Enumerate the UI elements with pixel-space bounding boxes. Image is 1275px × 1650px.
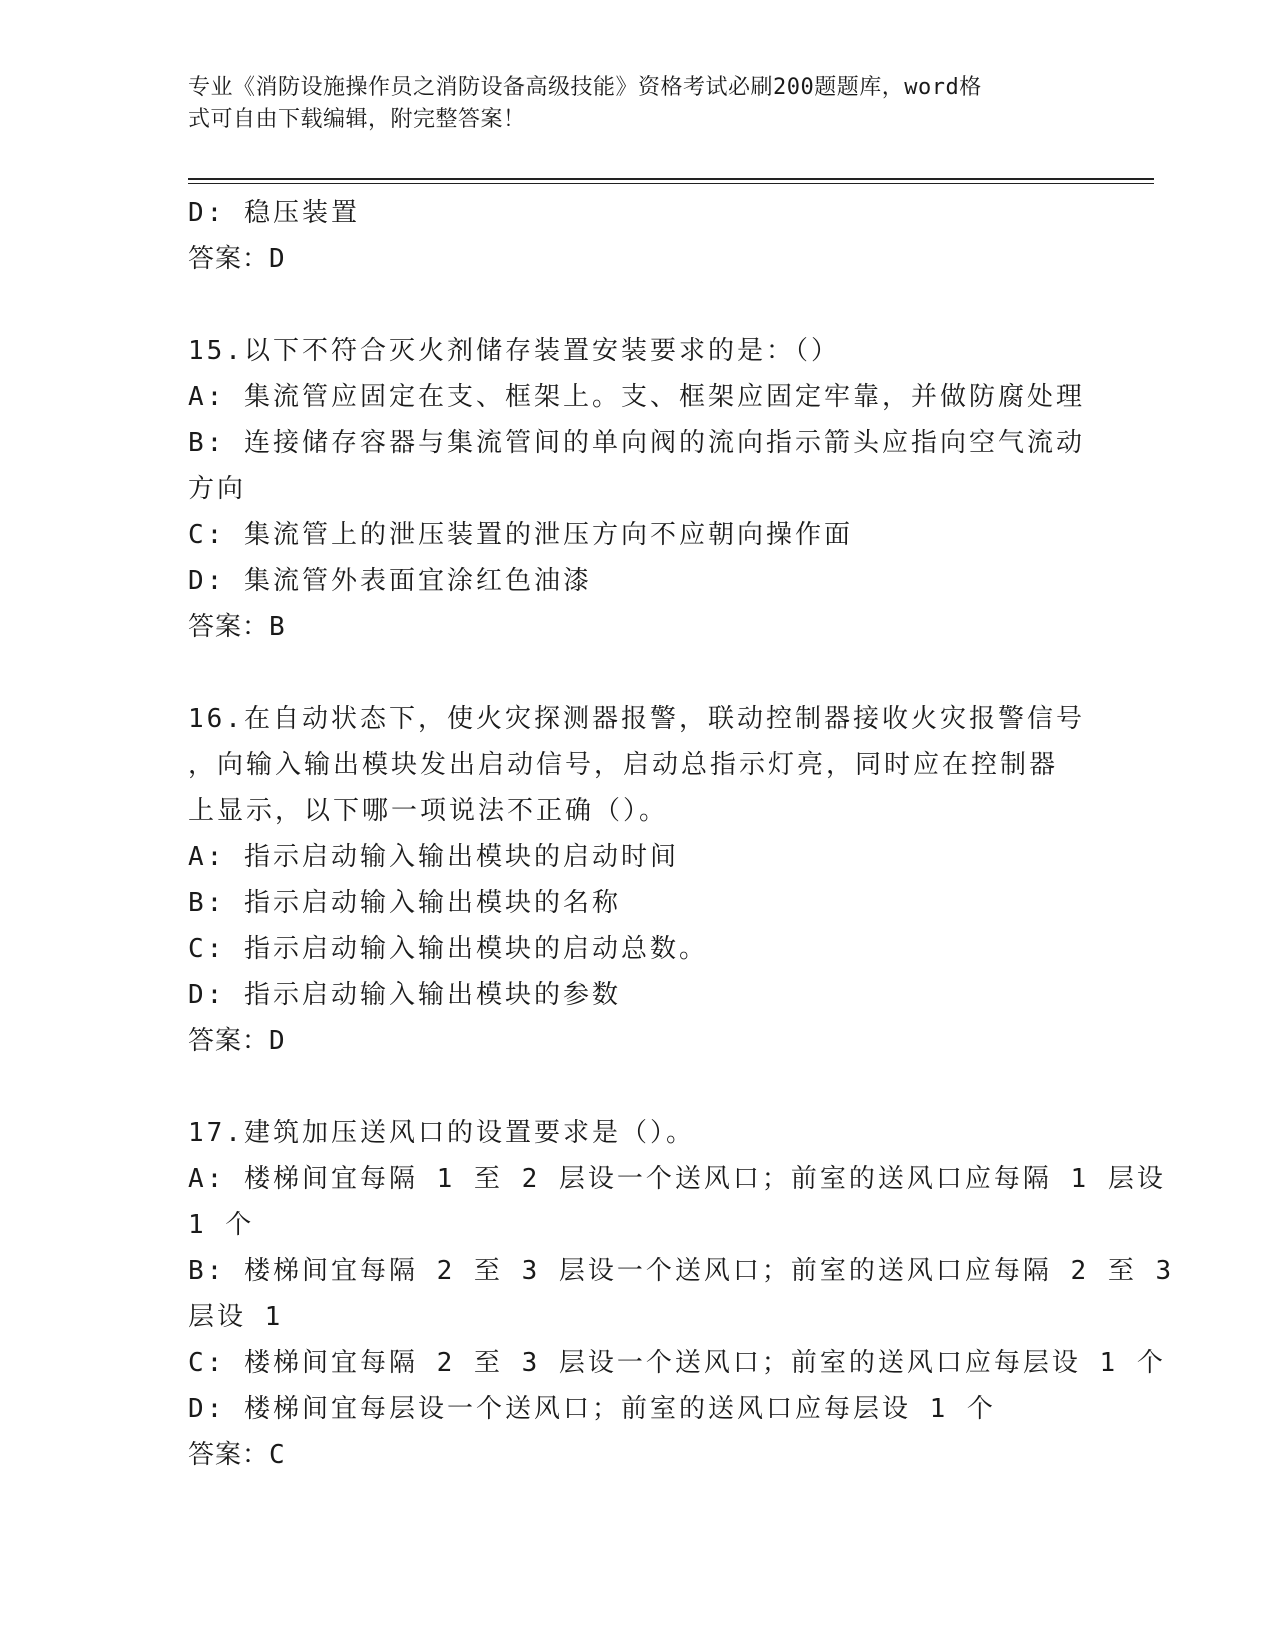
option-b-cont: 方向 — [188, 474, 247, 504]
option-a: A: 集流管应固定在支、框架上。支、框架应固定牢靠，并做防腐处理 — [188, 382, 1085, 412]
question-text: 15.以下不符合灭火剂储存装置安装要求的是：（） — [188, 336, 840, 366]
question-text-cont: ，向输入输出模块发出启动信号，启动总指示灯亮，同时应在控制器 — [188, 750, 1059, 780]
option-b: B: 连接储存容器与集流管间的单向阀的流向指示箭头应指向空气流动 — [188, 428, 1085, 458]
option-a: A: 指示启动输入输出模块的启动时间 — [188, 842, 679, 872]
option-a-cont: 1 个 — [188, 1210, 255, 1240]
spacer — [188, 282, 1088, 328]
question-15 — [188, 328, 1088, 650]
question-list — [188, 190, 1175, 1478]
header-line-1: 专业《消防设施操作员之消防设备高级技能》资格考试必刷200题题库，word格 — [188, 75, 982, 100]
option-c: C: 集流管上的泄压装置的泄压方向不应朝向操作面 — [188, 520, 853, 550]
answer: 答案：C — [188, 1440, 286, 1470]
option-b-cont: 层设 1 — [188, 1302, 284, 1332]
spacer — [188, 1064, 1088, 1110]
prev-answer: 答案：D — [188, 244, 286, 274]
document-header — [188, 72, 1068, 136]
header-line-2: 式可自由下载编辑，附完整答案！ — [188, 107, 526, 132]
answer: 答案：D — [188, 1026, 286, 1056]
question-text-cont: 上显示，以下哪一项说法不正确（）。 — [188, 796, 669, 826]
header-rule-thin — [188, 183, 1154, 184]
option-d: D: 楼梯间宜每层设一个送风口；前室的送风口应每层设 1 个 — [188, 1394, 996, 1424]
question-17 — [188, 1110, 1175, 1478]
question-text: 17.建筑加压送风口的设置要求是（）。 — [188, 1118, 695, 1148]
option-d: D: 集流管外表面宜涂红色油漆 — [188, 566, 592, 596]
option-a: A: 楼梯间宜每隔 1 至 2 层设一个送风口；前室的送风口应每隔 1 层设 — [188, 1164, 1166, 1194]
option-b: B: 楼梯间宜每隔 2 至 3 层设一个送风口；前室的送风口应每隔 2 至 3 — [188, 1256, 1175, 1286]
answer: 答案：B — [188, 612, 286, 642]
header-rule-thick — [188, 178, 1154, 180]
question-16 — [188, 696, 1088, 1064]
option-c: C: 楼梯间宜每隔 2 至 3 层设一个送风口；前室的送风口应每层设 1 个 — [188, 1348, 1166, 1378]
prev-option-d: D: 稳压装置 — [188, 198, 360, 228]
option-d: D: 指示启动输入输出模块的参数 — [188, 980, 621, 1010]
spacer — [188, 650, 1088, 696]
question-text: 16.在自动状态下，使火灾探测器报警，联动控制器接收火灾报警信号 — [188, 704, 1085, 734]
option-c: C: 指示启动输入输出模块的启动总数。 — [188, 934, 708, 964]
option-b: B: 指示启动输入输出模块的名称 — [188, 888, 621, 918]
